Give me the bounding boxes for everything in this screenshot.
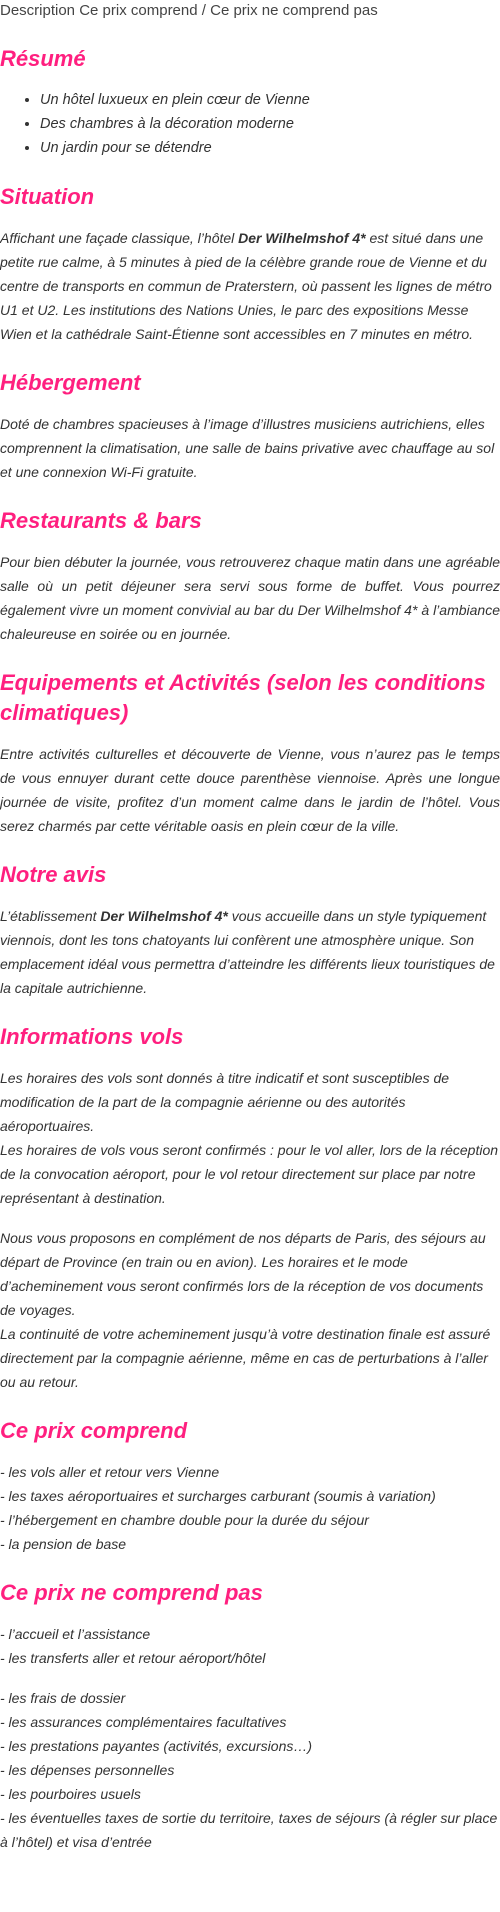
vols-text-3: Nous vous proposons en complément de nos départs de Paris, des séjours au départ de Province (en train ou en avion). Les horaires et le mode d’acheminement vous seront confirmés lors de la réception de vos documents de voyages. bbox=[0, 1230, 486, 1318]
paragraph-gap bbox=[0, 1210, 500, 1226]
list-item: - les taxes aéroportuaires et surcharges carburant (soumis à variation) bbox=[0, 1488, 436, 1504]
situation-text-post: est situé dans une petite rue calme, à 5 minutes à pied de la célèbre grande roue de Vienne et du centre de transports en commun de Praterstern, où passent les lignes de métro U1 et U2. Les institutions des Nations Unies, le parc des expositions Messe Wien et la cathédrale Saint-Étienne sont accessibles en 7 minutes en métro. bbox=[0, 230, 492, 342]
vols-text-4: La continuité de votre acheminement jusqu’à votre destination finale est assuré directement par la compagnie aérienne, même en cas de perturbations à l’aller ou au retour. bbox=[0, 1326, 491, 1390]
equipements-text: Entre activités culturelles et découverte de Vienne, vous n’aurez pas le temps de vous ennuyer durant cette douce parenthèse viennoise. Après une longue journée de visite, profitez d’un moment calme dans le jardin de l’hôtel. Vous serez charmés par cette véritable oasis en plein cœur de la ville. bbox=[0, 746, 500, 834]
list-item: - l’hébergement en chambre double pour la durée du séjour bbox=[0, 1512, 369, 1528]
avis-text bbox=[0, 904, 500, 1000]
list-item: • Un hôtel luxueux en plein cœur de Vienne bbox=[40, 88, 500, 112]
tab-includes[interactable]: Ce prix comprend bbox=[79, 2, 198, 19]
list-item: - les dépenses personnelles bbox=[0, 1762, 175, 1778]
list-item: • Des chambres à la décoration moderne bbox=[40, 112, 500, 136]
situation-text-pre: Affichant une façade classique, l’hôtel bbox=[0, 230, 239, 246]
list-item: - les vols aller et retour vers Vienne bbox=[0, 1464, 220, 1480]
restaurants-heading: Restaurants & bars bbox=[0, 508, 202, 533]
list-item: - la pension de base bbox=[0, 1536, 127, 1552]
restaurants-text: Pour bien débuter la journée, vous retrouverez chaque matin dans une agréable salle où un petit déjeuner sera servi sous forme de buffet. Vous pourrez également vivre un moment convivial au bar du Der Wilhelmshof 4* à l’ambiance chaleureuse en soirée ou en journée. bbox=[0, 554, 500, 642]
comprend-heading: Ce prix comprend bbox=[0, 1418, 188, 1443]
avis-text-pre: L’établissement bbox=[0, 908, 101, 924]
list-item: - les assurances complémentaires facultatives bbox=[0, 1714, 287, 1730]
list-item: - les éventuelles taxes de sortie du territoire, taxes de séjours (à régler sur place à l’hôtel) et visa d’entrée bbox=[0, 1810, 498, 1850]
tab-excludes[interactable]: Ce prix ne comprend pas bbox=[210, 2, 378, 19]
list-item: - les pourboires usuels bbox=[0, 1786, 141, 1802]
avis-text-post: vous accueille dans un style typiquement viennois, dont les tons chatoyants lui confèrent une atmosphère unique. Son emplacement idéal vous permettra d’atteindre les différents lieux touristiques de la capitale autrichienne. bbox=[0, 908, 495, 996]
hotel-name: Der Wilhelmshof 4* bbox=[100, 908, 228, 924]
list-item: - les frais de dossier bbox=[0, 1690, 126, 1706]
situation-text bbox=[0, 226, 500, 346]
vols-text-1: Les horaires des vols sont donnés à titre indicatif et sont susceptibles de modification de la part de la compagnie aérienne ou des autorités aéroportuaires. bbox=[0, 1070, 450, 1134]
vols-heading: Informations vols bbox=[0, 1024, 184, 1049]
resume-list bbox=[0, 88, 500, 160]
paragraph-gap bbox=[0, 1670, 500, 1686]
ne-comprend-heading: Ce prix ne comprend pas bbox=[0, 1580, 263, 1605]
tabs-bar bbox=[0, 0, 500, 22]
tab-description[interactable]: Description bbox=[0, 2, 76, 19]
list-item: - les prestations payantes (activités, excursions…) bbox=[0, 1738, 313, 1754]
equipements-heading: Equipements et Activités (selon les conditions climatiques) bbox=[0, 670, 486, 725]
hebergement-heading: Hébergement bbox=[0, 370, 141, 395]
avis-heading: Notre avis bbox=[0, 862, 107, 887]
resume-heading: Résumé bbox=[0, 46, 86, 71]
situation-heading: Situation bbox=[0, 184, 95, 209]
hebergement-text: Doté de chambres spacieuses à l’image d’illustres musiciens autrichiens, elles comprennent la climatisation, une salle de bains privative avec chauffage au sol et une connexion Wi-Fi gratuite. bbox=[0, 416, 495, 480]
vols-text-2: Les horaires de vols vous seront confirmés : pour le vol aller, lors de la réception de la convocation aéroport, pour le vol retour directement sur place par notre représentant à destination. bbox=[0, 1142, 499, 1206]
list-item: - les transferts aller et retour aéroport/hôtel bbox=[0, 1650, 266, 1666]
tab-separator: / bbox=[197, 2, 211, 19]
hotel-name: Der Wilhelmshof 4* bbox=[238, 230, 366, 246]
list-item: - l’accueil et l’assistance bbox=[0, 1626, 151, 1642]
list-item: • Un jardin pour se détendre bbox=[40, 136, 500, 160]
